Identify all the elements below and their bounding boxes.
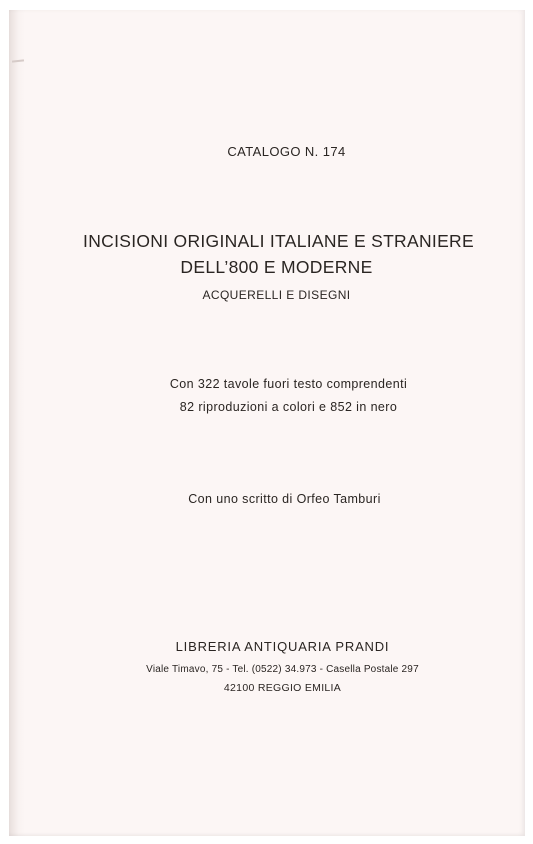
essay-credit: Con uno scritto di Orfeo Tamburi (188, 492, 381, 506)
subtitle: ACQUERELLI E DISEGNI (202, 288, 351, 302)
spine-shadow (9, 10, 25, 836)
publisher-name: LIBRERIA ANTIQUARIA PRANDI (175, 639, 390, 654)
catalog-number: CATALOGO N. 174 (227, 144, 346, 159)
publisher-address: Viale Timavo, 75 - Tel. (0522) 34.973 - Casella Postale 297 (146, 664, 419, 675)
title-line-2: DELL’800 E MODERNE (180, 257, 373, 277)
title-line-1: INCISIONI ORIGINALI ITALIANE E STRANIERE (83, 231, 474, 251)
plates-line-1: Con 322 tavole fuori testo comprendenti (169, 377, 408, 391)
title-page (9, 10, 525, 836)
publisher-city: 42100 REGGIO EMILIA (223, 682, 342, 694)
plates-line-2: 82 riproduzioni a colori e 852 in nero (179, 400, 398, 414)
